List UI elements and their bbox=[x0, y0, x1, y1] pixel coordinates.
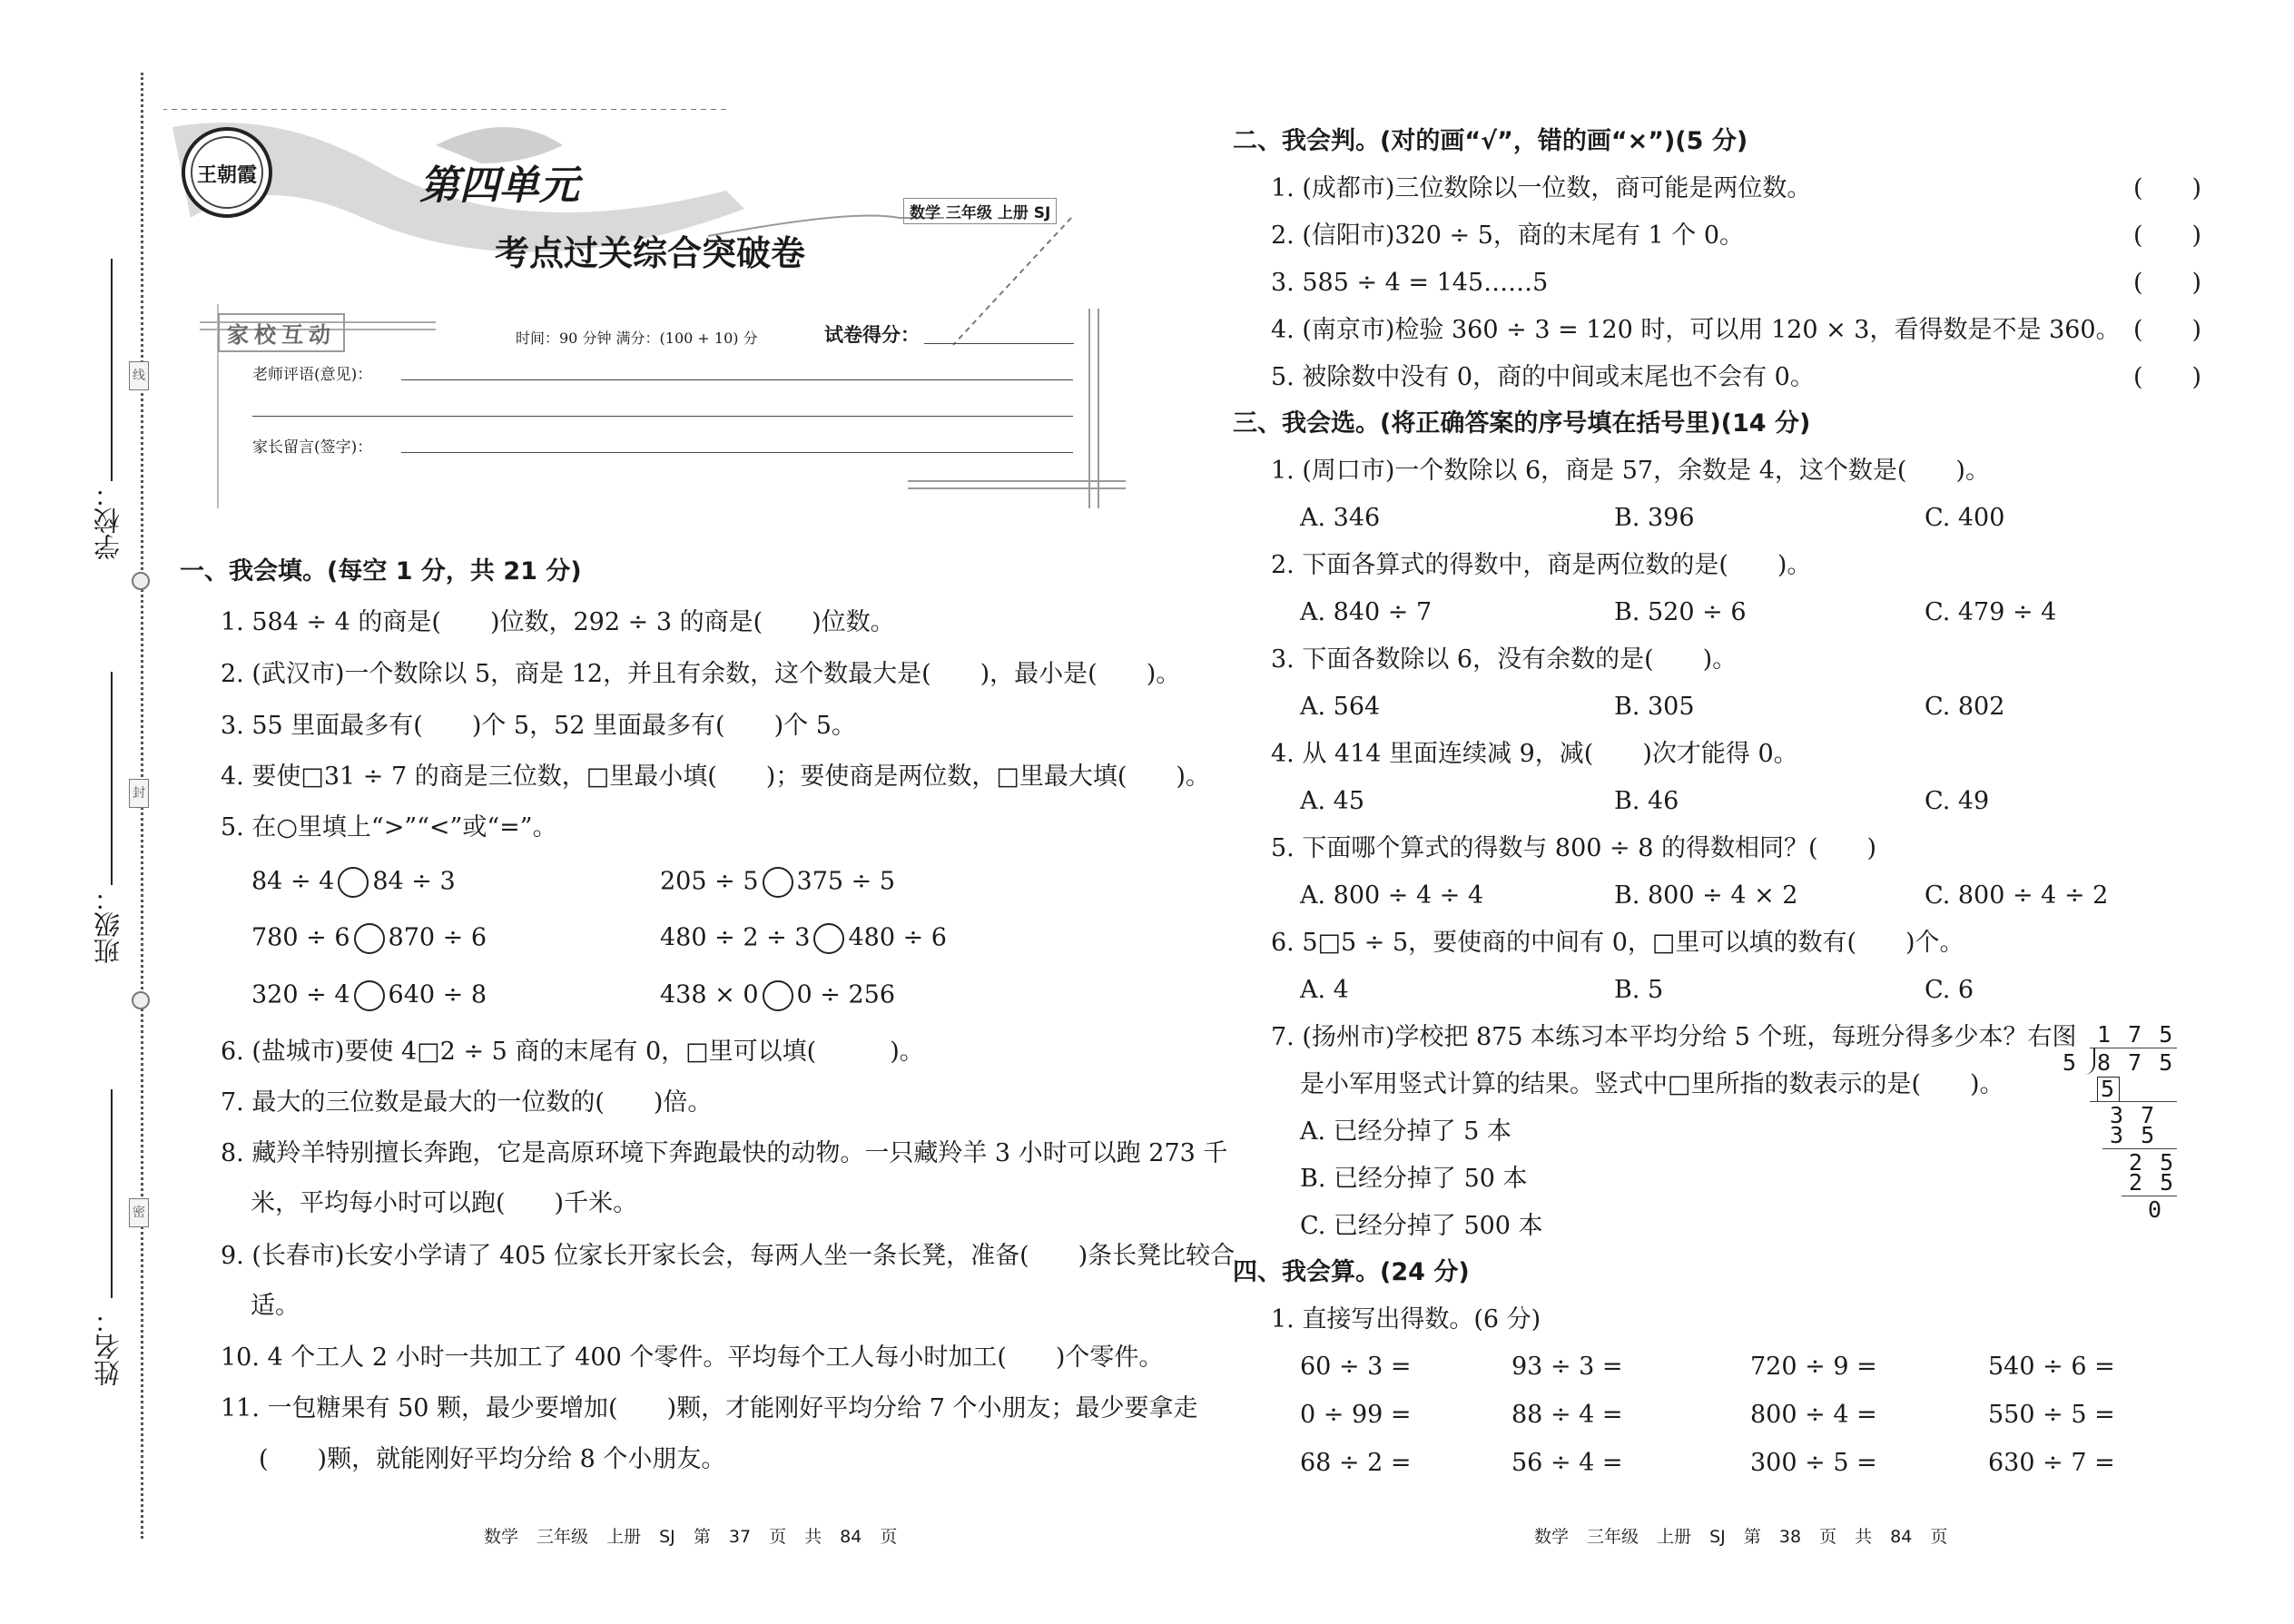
option-a: A. 4 bbox=[1300, 976, 1349, 1004]
section1-title: 一、我会填。(每空 1 分，共 21 分) bbox=[180, 557, 582, 586]
question: 9. (长春市)长安小学请了 405 位家长开家长会，每两人坐一条长凳，准备( )条长凳比较合 bbox=[221, 1242, 1236, 1270]
answer-paren[interactable]: ( ) bbox=[2133, 269, 2202, 297]
answer-paren[interactable]: ( ) bbox=[2133, 363, 2202, 391]
judge-item: 4. (南京市)检验 360 ÷ 3 = 120 时，可以用 120 × 3，看得数是不是 360。 bbox=[1271, 316, 2121, 344]
teacher-line bbox=[252, 416, 1073, 417]
option-b: B. 800 ÷ 4 × 2 bbox=[1614, 881, 1798, 910]
option-c: C. 400 bbox=[1925, 504, 2005, 532]
name-label: 姓名： bbox=[93, 1307, 123, 1386]
compare-circle[interactable] bbox=[763, 867, 793, 898]
page-footer-right: 数学 三年级 上册 SJ 第 38 页 共 84 页 bbox=[1534, 1527, 1948, 1547]
calc-item: 88 ÷ 4 = bbox=[1511, 1401, 1623, 1429]
sub-question: 1. 直接写出得数。(6 分) bbox=[1271, 1305, 1541, 1334]
time-info: 时间：90 分钟 满分：(100 + 10) 分 bbox=[516, 330, 758, 347]
choice-question: 2. 下面各算式的得数中，商是两位数的是( )。 bbox=[1271, 551, 1812, 579]
question: 7. 最大的三位数是最大的一位数的( )倍。 bbox=[221, 1088, 713, 1117]
question: 8. 藏羚羊特别擅长奔跑，它是高原环境下奔跑最快的动物。一只藏羚羊 3 小时可以跑 273 千 bbox=[221, 1139, 1228, 1167]
division-quotient: 1 7 5 bbox=[2097, 1021, 2175, 1048]
compare-item: 438 × 0 0 ÷ 256 bbox=[660, 980, 895, 1011]
option-a: A. 564 bbox=[1300, 693, 1381, 721]
calc-item: 630 ÷ 7 = bbox=[1988, 1449, 2115, 1477]
question: 11. 一包糖果有 50 颗，最少要增加( )颗，才能刚好平均分给 7 个小朋友；最少要拿走 bbox=[221, 1394, 1198, 1422]
course-tag: 数学 三年级 上册 SJ bbox=[903, 198, 1057, 224]
judge-item: 5. 被除数中没有 0，商的中间或末尾也不会有 0。 bbox=[1271, 363, 1815, 391]
compare-item: 205 ÷ 5 375 ÷ 5 bbox=[660, 867, 895, 898]
parent-line bbox=[401, 452, 1073, 453]
page-footer-left: 数学 三年级 上册 SJ 第 37 页 共 84 页 bbox=[484, 1527, 898, 1547]
question-continued: 适。 bbox=[251, 1292, 300, 1320]
calc-item: 800 ÷ 4 = bbox=[1750, 1401, 1877, 1429]
calc-item: 540 ÷ 6 = bbox=[1988, 1353, 2115, 1381]
choice-question: 5. 下面哪个算式的得数与 800 ÷ 8 的得数相同？( ) bbox=[1271, 834, 1877, 862]
compare-item: 84 ÷ 4 84 ÷ 3 bbox=[251, 867, 456, 898]
division-bracket bbox=[2082, 1048, 2095, 1075]
question: 6. (盐城市)要使 4□2 ÷ 5 商的末尾有 0，□里可以填( )。 bbox=[221, 1038, 924, 1066]
seal-mark: 线 bbox=[129, 361, 149, 390]
unit-title: 第四单元 bbox=[419, 162, 579, 209]
option-b: B. 396 bbox=[1614, 504, 1695, 532]
option-c: C. 已经分掉了 500 本 bbox=[1300, 1212, 1543, 1240]
brand-logo: 王朝霞 bbox=[182, 127, 272, 218]
section3-title: 三、我会选。(将正确答案的序号填在括号里)(14 分) bbox=[1233, 409, 1811, 438]
option-c: C. 479 ÷ 4 bbox=[1925, 598, 2057, 626]
teacher-comment-label: 老师评语(意见)： bbox=[252, 366, 373, 384]
option-a: A. 840 ÷ 7 bbox=[1300, 598, 1433, 626]
compare-circle[interactable] bbox=[338, 867, 369, 898]
option-b: B. 46 bbox=[1614, 787, 1679, 815]
choice-question: 7. (扬州市)学校把 875 本练习本平均分给 5 个班，每班分得多少本？右图 bbox=[1271, 1023, 2077, 1051]
answer-paren[interactable]: ( ) bbox=[2133, 221, 2202, 250]
paper-subtitle: 考点过关综合突破卷 bbox=[495, 232, 806, 273]
seal-mark: 封 bbox=[129, 779, 149, 808]
calc-item: 0 ÷ 99 = bbox=[1300, 1401, 1412, 1429]
section2-title: 二、我会判。(对的画“√”，错的画“×”)(5 分) bbox=[1233, 127, 1748, 155]
calc-item: 93 ÷ 3 = bbox=[1511, 1353, 1623, 1381]
judge-item: 1. (成都市)三位数除以一位数，商可能是两位数。 bbox=[1271, 174, 1812, 202]
compare-item: 320 ÷ 4 640 ÷ 8 bbox=[251, 980, 487, 1011]
division-divisor: 5 bbox=[2063, 1049, 2079, 1076]
teacher-line bbox=[401, 379, 1073, 380]
calc-item: 68 ÷ 2 = bbox=[1300, 1449, 1412, 1477]
judge-item: 2. (信阳市)320 ÷ 5，商的末尾有 1 个 0。 bbox=[1271, 221, 1745, 250]
division-step: 0 bbox=[2148, 1196, 2164, 1223]
answer-paren[interactable]: ( ) bbox=[2133, 174, 2202, 202]
option-c: C. 49 bbox=[1925, 787, 1990, 815]
school-underline bbox=[111, 259, 113, 481]
compare-circle[interactable] bbox=[813, 923, 844, 954]
question: 3. 55 里面最多有( )个 5，52 里面最多有( )个 5。 bbox=[221, 712, 856, 740]
division-step: 2 5 bbox=[2129, 1169, 2176, 1196]
name-underline bbox=[111, 1089, 113, 1298]
choice-question: 4. 从 414 里面连续减 9，减( )次才能得 0。 bbox=[1271, 740, 1798, 768]
compare-item: 480 ÷ 2 ÷ 3 480 ÷ 6 bbox=[660, 923, 947, 954]
question-continued: ( )颗，就能刚好平均分给 8 个小朋友。 bbox=[259, 1445, 726, 1473]
division-step: 2 5 bbox=[2129, 1149, 2176, 1176]
question: 5. 在○里填上“>”“<”或“=”。 bbox=[221, 813, 557, 842]
seal-mark: 密 bbox=[129, 1198, 149, 1227]
division-boxed-step: 5 bbox=[2097, 1077, 2120, 1102]
compare-circle[interactable] bbox=[763, 980, 793, 1011]
compare-circle[interactable] bbox=[354, 980, 385, 1011]
calc-item: 550 ÷ 5 = bbox=[1988, 1401, 2115, 1429]
score-line bbox=[924, 343, 1074, 344]
calc-item: 60 ÷ 3 = bbox=[1300, 1353, 1412, 1381]
division-step: 3 5 bbox=[2110, 1122, 2157, 1148]
option-c: C. 6 bbox=[1925, 976, 1974, 1004]
section4-title: 四、我会算。(24 分) bbox=[1233, 1258, 1470, 1286]
parent-comment-label: 家长留言(签字)： bbox=[252, 438, 373, 457]
option-a: A. 800 ÷ 4 ÷ 4 bbox=[1300, 881, 1484, 910]
option-b: B. 520 ÷ 6 bbox=[1614, 598, 1747, 626]
option-c: C. 800 ÷ 4 ÷ 2 bbox=[1925, 881, 2109, 910]
option-a: A. 已经分掉了 5 本 bbox=[1300, 1117, 1512, 1146]
compare-item: 780 ÷ 6 870 ÷ 6 bbox=[251, 923, 487, 954]
question: 10. 4 个工人 2 小时一共加工了 400 个零件。平均每个工人每小时加工( )个零件。 bbox=[221, 1343, 1164, 1372]
question: 2. (武汉市)一个数除以 5，商是 12，并且有余数，这个数最大是( )，最小是( )。 bbox=[221, 660, 1181, 688]
division-step: 3 7 bbox=[2110, 1102, 2157, 1128]
question: 1. 584 ÷ 4 的商是( )位数，292 ÷ 3 的商是( )位数。 bbox=[221, 608, 895, 636]
calc-item: 56 ÷ 4 = bbox=[1511, 1449, 1623, 1477]
option-b: B. 5 bbox=[1614, 976, 1664, 1004]
class-label: 班级： bbox=[93, 885, 123, 964]
option-a: A. 346 bbox=[1300, 504, 1381, 532]
calc-item: 300 ÷ 5 = bbox=[1750, 1449, 1877, 1477]
choice-question: 1. (周口市)一个数除以 6，商是 57，余数是 4，这个数是( )。 bbox=[1271, 457, 1990, 485]
question: 4. 要使□31 ÷ 7 的商是三位数，□里最小填( )；要使商是两位数，□里最大填( )。 bbox=[221, 763, 1210, 791]
choice-question: 6. 5□5 ÷ 5，要使商的中间有 0，□里可以填的数有( )个。 bbox=[1271, 929, 1964, 957]
question-continued: 是小军用竖式计算的结果。竖式中□里所指的数表示的是( )。 bbox=[1300, 1070, 2004, 1098]
compare-circle[interactable] bbox=[354, 923, 385, 954]
choice-question: 3. 下面各数除以 6，没有余数的是( )。 bbox=[1271, 645, 1738, 674]
option-b: B. 305 bbox=[1614, 693, 1695, 721]
option-c: C. 802 bbox=[1925, 693, 2005, 721]
binding-hole bbox=[132, 991, 150, 1009]
school-label: 学校： bbox=[93, 481, 123, 560]
division-dividend: 8 7 5 bbox=[2097, 1049, 2175, 1076]
class-underline bbox=[111, 672, 113, 885]
question-continued: 米，平均每小时可以跑( )千米。 bbox=[251, 1189, 638, 1217]
calc-item: 720 ÷ 9 = bbox=[1750, 1353, 1877, 1381]
score-label: 试卷得分： bbox=[824, 324, 920, 346]
answer-paren[interactable]: ( ) bbox=[2133, 316, 2202, 344]
binding-hole bbox=[132, 572, 150, 590]
judge-item: 3. 585 ÷ 4 = 145……5 bbox=[1271, 269, 1549, 297]
option-b: B. 已经分掉了 50 本 bbox=[1300, 1165, 1528, 1193]
jiaxiao-label: 家校互动 bbox=[218, 313, 345, 352]
option-a: A. 45 bbox=[1300, 787, 1365, 815]
